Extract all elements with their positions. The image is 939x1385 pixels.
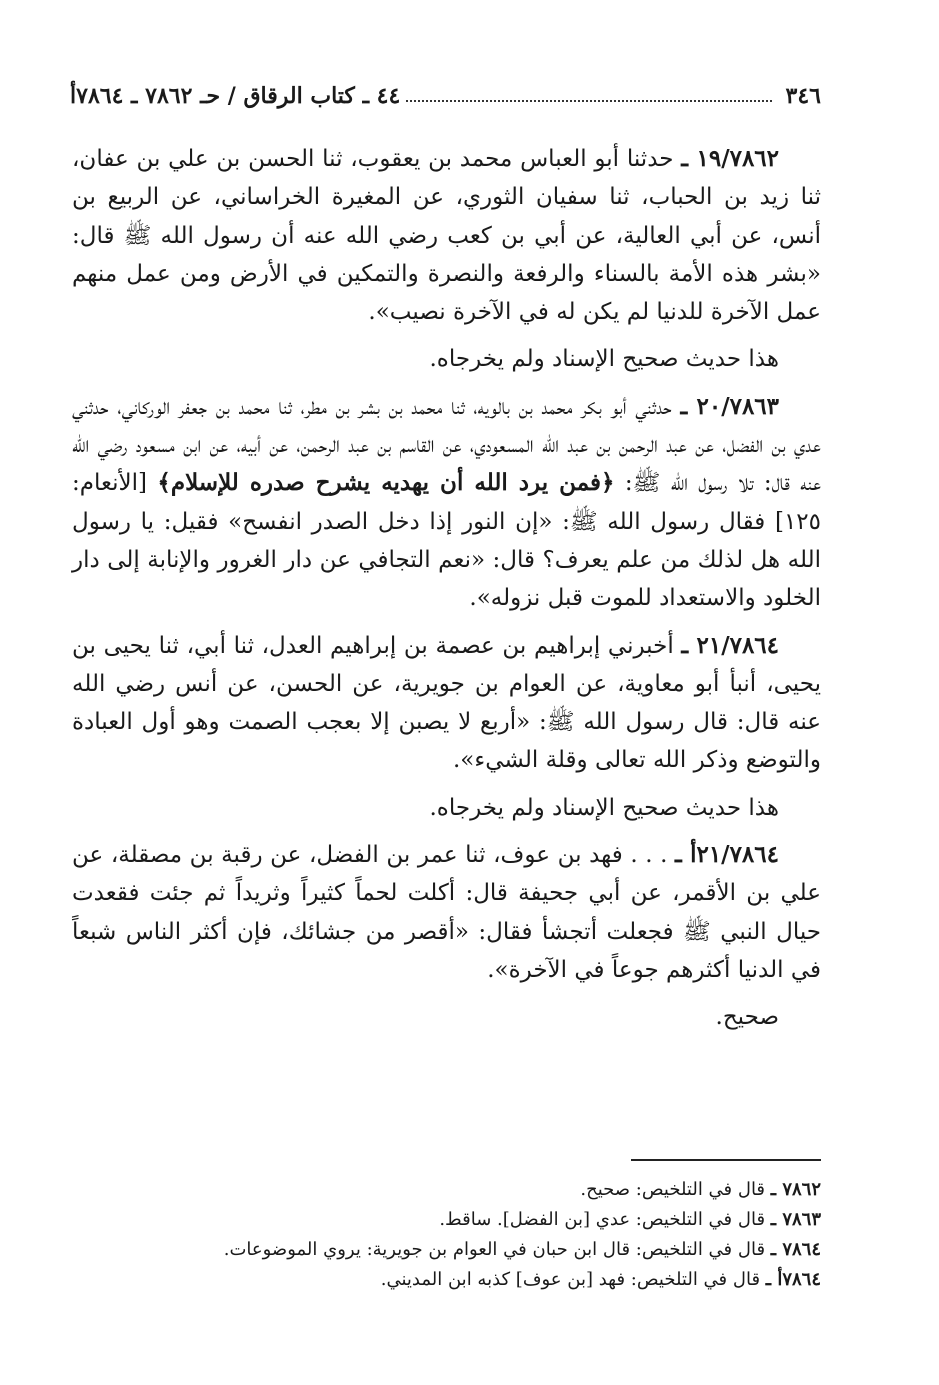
footnote-text: قال في التلخيص: فهد [بن عوف] كذبه ابن المديني. — [380, 1269, 761, 1290]
hadith-grading-note: صحيح. — [715, 1004, 779, 1031]
hadith-text: حدثني أبو بكر محمد بن بالويه، ثنا محمد بن بشر بن مطر، ثنا محمد بن جعفر الوركاني، حدثني عدي بن الفضل، عن عبد الرحمن بن عبد الله المسعودي، عن القاسم بن عبد الرحمن، عن أبيه، عن ابن مسعود رضي الله عنه قال: تلا رسول الله ﷺ: — [72, 393, 822, 497]
hadith-number: ٢١/٧٨٦٤أ ـ — [675, 841, 779, 869]
footnote-text: قال في التلخيص: قال ابن حبان في العوام بن جويرية: يروي الموضوعات. — [223, 1239, 766, 1260]
hadith-entry-7864 — [72, 627, 821, 780]
footnote-item — [72, 1175, 821, 1205]
footnotes — [72, 1175, 821, 1295]
hadith-text: حدثنا أبو العباس محمد بن يعقوب، ثنا الحسن بن علي بن عفان، ثنا زيد بن الحباب، ثنا سفيان الثوري، عن المغيرة الخراساني، عن الربيع بن أنس، عن أبي العالية، عن أبي بن كعب رضي الله عنه أن رسول الله ﷺ قال: «بشر هذه الأمة بالسناء والرفعة والنصرة والتمكين في الأرض ومن عمل منهم عمل الآخرة للدنيا لم يكن له في الآخرة نصيب». — [72, 146, 821, 326]
footnote-separator — [631, 1159, 821, 1161]
hadith-number: ١٩/٧٨٦٢ ـ — [681, 145, 780, 172]
page-header — [70, 78, 821, 114]
hadith-text: . . . فهد بن عوف، ثنا عمر بن الفضل، عن رقبة بن مصقلة، عن علي بن الأقمر، عن أبي جحيفة قال: أكلت لحماً كثيراً وثريداً ثم جئت فقعدت حيال النبي ﷺ فجعلت أتجشأ فقال: «أقصر من جشائك، فإن أكثر الناس شبعاً في الدنيا أكثرهم جوعاً في الآخرة». — [72, 842, 821, 983]
main-text — [72, 140, 821, 1037]
footnote-number: ٧٨٦٢ ـ — [770, 1179, 821, 1200]
hadith-text-continued: [الأنعام: ١٢٥] فقال رسول الله ﷺ: «إن النور إذا دخل الصدر انفسح» فقيل: يا رسول الله هل لذلك من علم يعرف؟ قال: «نعم التجافي عن دار الغرور والإنابة إلى دار الخلود والاستعداد للموت قبل نزوله». — [72, 470, 821, 612]
hadith-entry-7862 — [72, 140, 821, 331]
footnote-number: ٧٨٦٤أ ـ — [765, 1269, 821, 1290]
hadith-entry-7864a — [72, 836, 821, 989]
header-dot-leader — [406, 100, 771, 102]
footnote-text: قال في التلخيص: عدي [بن الفضل]. ساقط. — [439, 1209, 766, 1230]
hadith-grading-note: هذا حديث صحيح الإسناد ولم يخرجاه. — [429, 346, 779, 373]
quran-verse: ﴿فمن يرد الله أن يهديه يشرح صدره للإسلام﴾ — [157, 469, 615, 497]
footnote-text: قال في التلخيص: صحيح. — [580, 1179, 766, 1200]
footnote-number: ٧٨٦٤ ـ — [770, 1239, 821, 1260]
footnote-number: ٧٨٦٣ ـ — [770, 1209, 821, 1230]
page-number: ٣٤٦ — [785, 83, 821, 109]
hadith-number: ٢٠/٧٨٦٣ ـ — [680, 392, 780, 420]
footnote-item — [72, 1205, 821, 1235]
hadith-number: ٢١/٧٨٦٤ ـ — [681, 631, 780, 659]
hadith-grading-note: هذا حديث صحيح الإسناد ولم يخرجاه. — [429, 794, 779, 821]
footnote-item — [72, 1235, 821, 1265]
hadith-entry-7863 — [72, 388, 821, 618]
running-title: ٤٤ ـ كتاب الرقاق / حـ ٧٨٦٢ ـ ٧٨٦٤أ — [70, 83, 401, 109]
hadith-text: أخبرني إبراهيم بن عصمة بن إبراهيم العدل، ثنا أبي، ثنا يحيى بن يحيى، أنبأ أبو معاوية، عن العوام بن جويرية، عن الحسن، عن أنس رضي الله عنه قال: قال رسول الله ﷺ: «أربع لا يصبن إلا بعجب الصمت وهو أول العبادة والتوضع وذكر الله تعالى وقلة الشيء». — [72, 632, 821, 774]
footnote-item — [72, 1265, 821, 1295]
